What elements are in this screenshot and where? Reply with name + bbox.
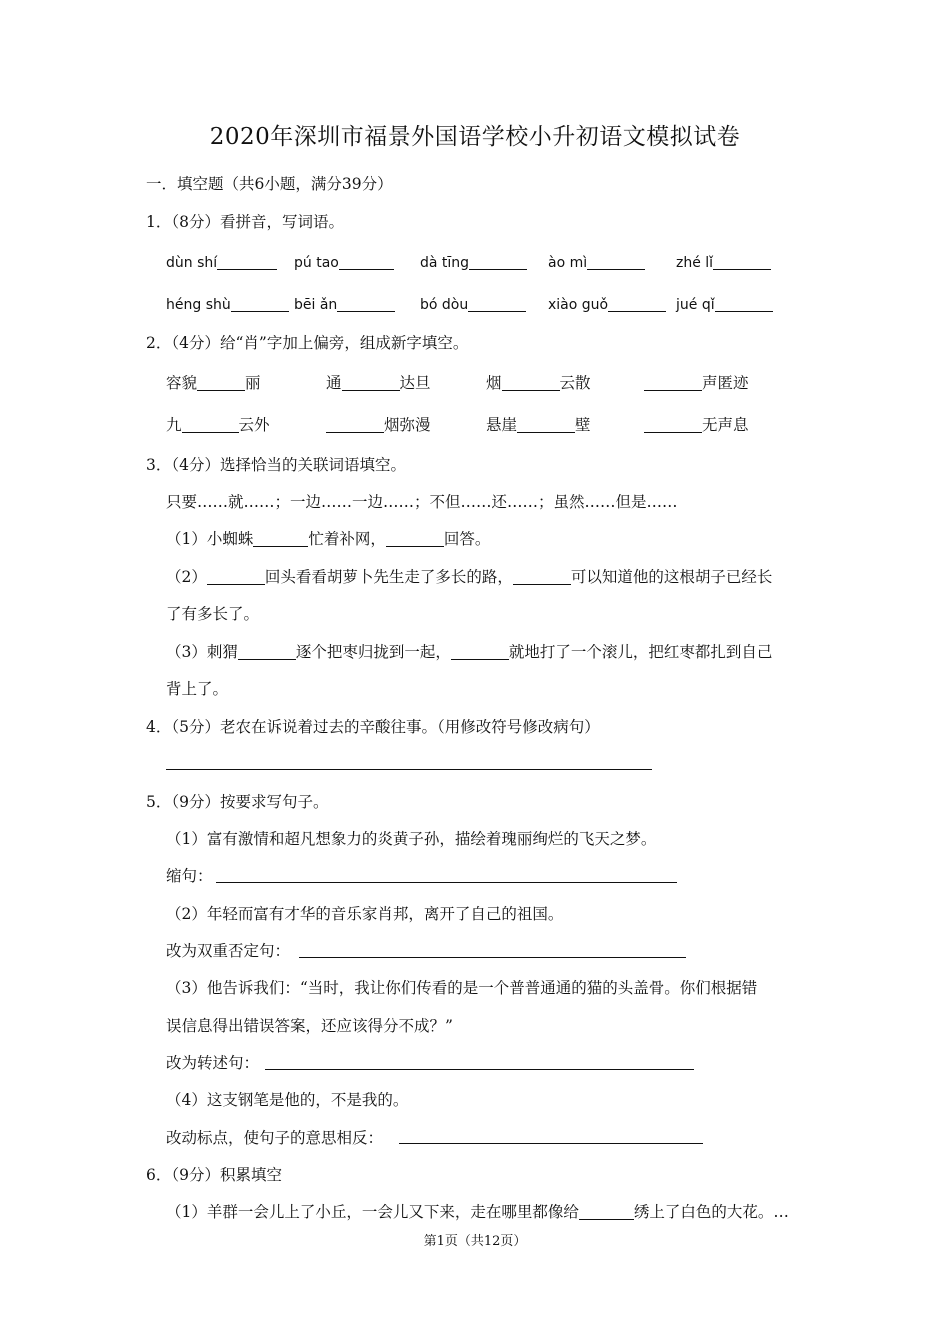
page-title: 2020年深圳市福景外国语学校小升初语文模拟试卷	[209, 124, 741, 150]
answer-blank[interactable]	[339, 253, 394, 270]
q1-item: bó dòu	[420, 294, 526, 316]
answer-blank[interactable]	[386, 530, 444, 547]
q3-sentence-2: （2） 回头看看胡萝卜先生走了多长的路， 可以知道他的这根胡子已经长	[166, 568, 773, 586]
q5-sentence-3: （3）他告诉我们：“当时，我让你们传看的是一个普普通通的猫的头盖骨。你们根据错	[166, 979, 758, 997]
question-4-heading: 4．（5分）老农在诉说着过去的辛酸往事。（用修改符号修改病句）	[146, 718, 600, 736]
answer-blank[interactable]	[517, 416, 575, 433]
answer-blank[interactable]	[513, 568, 571, 585]
answer-line[interactable]	[399, 1143, 703, 1144]
q5-sentence-3-cont: 误信息得出错误答案，还应该得分不成？”	[166, 1017, 453, 1035]
question-2-heading: 2．（4分）给“肖”字加上偏旁，组成新字填空。	[146, 334, 469, 352]
q1-item: héng shù	[166, 294, 289, 316]
answer-blank[interactable]	[207, 568, 265, 585]
q1-item: ào mì	[548, 252, 645, 274]
q1-item: dà tīng	[420, 252, 527, 274]
answer-blank[interactable]	[468, 295, 526, 312]
q1-item: dùn shí	[166, 252, 277, 274]
answer-blank[interactable]	[337, 295, 395, 312]
answer-blank[interactable]	[326, 416, 384, 433]
q2-item: 悬崖 壁	[486, 416, 591, 434]
answer-blank[interactable]	[713, 253, 771, 270]
q2-item: 容貌 丽	[166, 374, 261, 392]
answer-blank[interactable]	[451, 643, 509, 660]
answer-blank[interactable]	[182, 416, 239, 433]
answer-blank[interactable]	[231, 295, 289, 312]
q1-item: bēi ǎn	[294, 294, 395, 316]
page-footer: 第1页（共12页）	[423, 1234, 527, 1249]
q2-item: 九 云外	[166, 416, 270, 434]
q5-sentence-4: （4）这支钢笔是他的，不是我的。	[166, 1091, 409, 1109]
answer-blank[interactable]	[644, 416, 702, 433]
q5-sentence-1: （1）富有激情和超凡想象力的炎黄子孙，描绘着瑰丽绚烂的飞天之梦。	[166, 830, 657, 848]
q1-item: xiào guǒ	[548, 294, 666, 316]
q3-sentence-1: （1）小蜘蛛 忙着补网， 回答。	[166, 530, 491, 548]
answer-line[interactable]	[216, 882, 677, 883]
answer-line[interactable]	[265, 1069, 694, 1070]
q2-item: 烟 云散	[486, 374, 591, 392]
answer-blank[interactable]	[587, 253, 645, 270]
q3-options: 只要……就……；一边……一边……；不但……还……；虽然……但是……	[166, 493, 678, 511]
answer-blank[interactable]	[502, 374, 560, 391]
q5-prompt-3: 改为转述句：	[166, 1054, 260, 1072]
q5-prompt-2: 改为双重否定句：	[166, 942, 291, 960]
answer-blank[interactable]	[579, 1203, 634, 1220]
q3-sentence-3: （3）刺猬 逐个把枣归拢到一起， 就地打了一个滚儿，把红枣都扎到自己	[166, 643, 773, 661]
q6-sentence-1: （1）羊群一会儿上了小丘，一会儿又下来，走在哪里都像给 绣上了白色的大花。…	[166, 1203, 789, 1221]
answer-blank[interactable]	[253, 530, 308, 547]
answer-blank[interactable]	[469, 253, 527, 270]
answer-blank[interactable]	[608, 295, 666, 312]
question-1-heading: 1．（8分）看拼音，写词语。	[146, 213, 344, 231]
q1-item: jué qǐ	[676, 294, 773, 316]
q2-item: 声匿迹	[644, 372, 749, 394]
answer-blank[interactable]	[197, 374, 245, 391]
q3-sentence-3-cont: 背上了。	[166, 680, 229, 698]
answer-blank[interactable]	[715, 295, 773, 312]
q5-sentence-2: （2）年轻而富有才华的音乐家肖邦，离开了自己的祖国。	[166, 905, 564, 923]
q5-prompt-1: 缩句：	[166, 867, 213, 885]
q2-item: 无声息	[644, 414, 749, 436]
section-heading: 一．填空题（共6小题，满分39分）	[146, 175, 393, 193]
q5-prompt-4: 改动标点，使句子的意思相反：	[166, 1129, 384, 1147]
q1-item: pú tao	[294, 252, 394, 274]
answer-blank[interactable]	[644, 374, 702, 391]
q3-sentence-2-cont: 了有多长了。	[166, 605, 260, 623]
answer-blank[interactable]	[217, 253, 277, 270]
question-3-heading: 3．（4分）选择恰当的关联词语填空。	[146, 456, 406, 474]
answer-line[interactable]	[166, 769, 652, 770]
q2-item: 通 达旦	[326, 374, 431, 392]
q2-item: 烟弥漫	[326, 414, 431, 436]
answer-line[interactable]	[299, 957, 686, 958]
q1-item: zhé lǐ	[676, 252, 771, 274]
answer-blank[interactable]	[238, 643, 296, 660]
answer-blank[interactable]	[342, 374, 400, 391]
question-5-heading: 5．（9分）按要求写句子。	[146, 793, 329, 811]
question-6-heading: 6．（9分）积累填空	[146, 1166, 282, 1184]
